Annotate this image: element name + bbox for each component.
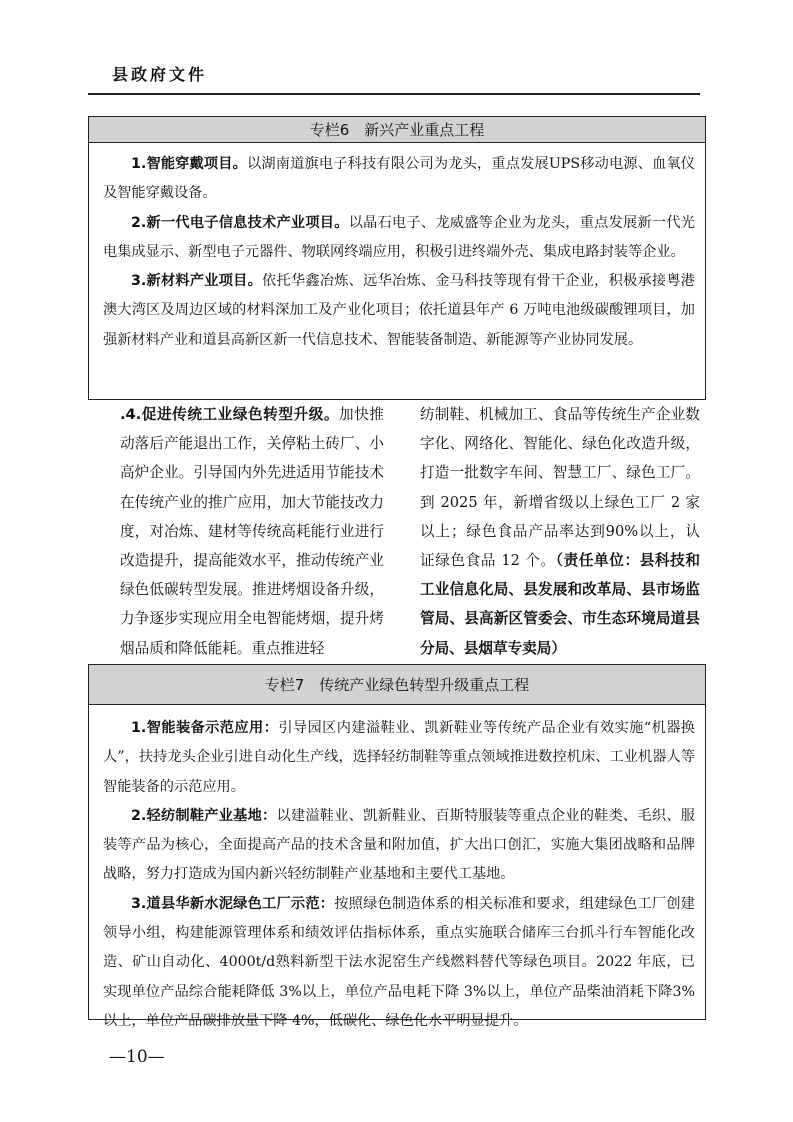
feature-item bbox=[103, 802, 695, 890]
item-text: 以湖南道旗电子科技有限公司为龙头，重点发展UPS移动电源、血氧仪及智能穿戴设备。 bbox=[103, 156, 695, 202]
feature-box-body bbox=[89, 705, 705, 1036]
item-text: 以晶石电子、龙威盛等企业为龙头，重点发展新一代光电集成显示、新型电子元器件、物联网终端应用，积极引进终端外壳、集成电路封装等企业。 bbox=[103, 214, 695, 260]
item-heading: 3.道县华新水泥绿色工厂示范： bbox=[131, 895, 335, 912]
paragraph-section-4-continued bbox=[420, 400, 700, 663]
body-text-right-column bbox=[420, 400, 700, 664]
document-header-title: 县政府文件 bbox=[112, 65, 208, 84]
section-heading: .4.促进传统工业绿色转型升级。 bbox=[120, 406, 340, 423]
feature-item bbox=[103, 150, 695, 209]
section-text-left: 加快推动落后产能退出工作，关停粘土砖厂、小高炉企业。引导国内外先进适用节能技术在传统产业的推广应用，加大节能技改力度，对冶炼、建材等传统高耗能行业进行改造提升，提高能效水平，推动传统产业绿色低碳转型发展。推进烤烟设备升级，力争逐步实现应用全电智能烤烟，提升烤烟品质和降低能耗。重点推进轻 bbox=[120, 406, 384, 657]
feature-item bbox=[103, 714, 695, 802]
feature-box-traditional-upgrade bbox=[88, 664, 706, 1029]
feature-box-title: 专栏7 传统产业绿色转型升级重点工程 bbox=[89, 665, 705, 705]
item-text: 引导园区内建溢鞋业、凯新鞋业等传统产品企业有效实施“机器换人”，扶持龙头企业引进自动化生产线，选择轻纺制鞋等重点领域推进数控机床、工业机器人等智能装备的示范应用。 bbox=[103, 720, 695, 795]
page-number: —10— bbox=[109, 1047, 165, 1067]
item-heading: 1.智能穿戴项目。 bbox=[131, 156, 248, 172]
paragraph-section-4 bbox=[120, 400, 384, 663]
item-text: 依托华鑫冶炼、远华冶炼、金马科技等现有骨干企业，积极承接粤港澳大湾区及周边区域的材料深加工及产业化项目；依托道县年产 6 万吨电池级碳酸锂项目，加强新材料产业和道县高新区新一代信息技术、智能装备制造、新能源等产业协同发展。 bbox=[103, 273, 695, 348]
feature-item bbox=[103, 267, 695, 355]
section-text-right: 纺制鞋、机械加工、食品等传统生产企业数字化、网络化、智能化、绿色化改造升级，打造一批数字车间、智慧工厂、绿色工厂。到 2025 年，新增省级以上绿色工厂 2 家以上；绿色食品产品率达到90%以上，认证绿色食品 12 个。 bbox=[420, 406, 700, 570]
feature-box-title: 专栏6 新兴产业重点工程 bbox=[89, 117, 705, 143]
item-heading: 2.新一代电子信息技术产业项目。 bbox=[131, 214, 349, 231]
feature-box-body bbox=[89, 143, 705, 355]
item-heading: 1.智能装备示范应用： bbox=[131, 720, 279, 736]
item-text: 以建溢鞋业、凯新鞋业、百斯特服装等重点企业的鞋类、毛织、服装等产品为核心，全面提高产品的技术含量和附加值，扩大出口创汇，实施大集团战略和品牌战略，努力打造成为国内新兴轻纺制鞋产业基地和主要代工基地。 bbox=[103, 807, 695, 883]
feature-item bbox=[103, 209, 695, 268]
feature-item bbox=[103, 890, 695, 1036]
responsibility-units: （责任单位：县科技和工业信息化局、县发展和改革局、县市场监管局、县高新区管委会、市生态环境局道县分局、县烟草专卖局） bbox=[420, 552, 700, 657]
item-heading: 3.新材料产业项目。 bbox=[131, 273, 263, 290]
header-rule bbox=[88, 93, 700, 95]
feature-box-emerging-industries bbox=[88, 116, 706, 400]
body-text-left-column bbox=[120, 400, 384, 664]
item-text: 按照绿色制造体系的相关标准和要求，组建绿色工厂创建领导小组，构建能源管理体系和绩效评估指标体系，重点实施联合储库三台抓斗行车智能化改造、矿山自动化、4000t/d熟料新型干法水泥窑生产线燃料替代等绿色项目。2022 年底，已实现单位产品综合能耗降低 3%以上，单位产品电耗下降 3%以上，单位产品柴油消耗下降3%以上，单位产品碳排放量下降 4%，低碳化、绿色化水平明显提升。 bbox=[103, 895, 695, 1029]
item-heading: 2.轻纺制鞋产业基地： bbox=[131, 807, 277, 824]
